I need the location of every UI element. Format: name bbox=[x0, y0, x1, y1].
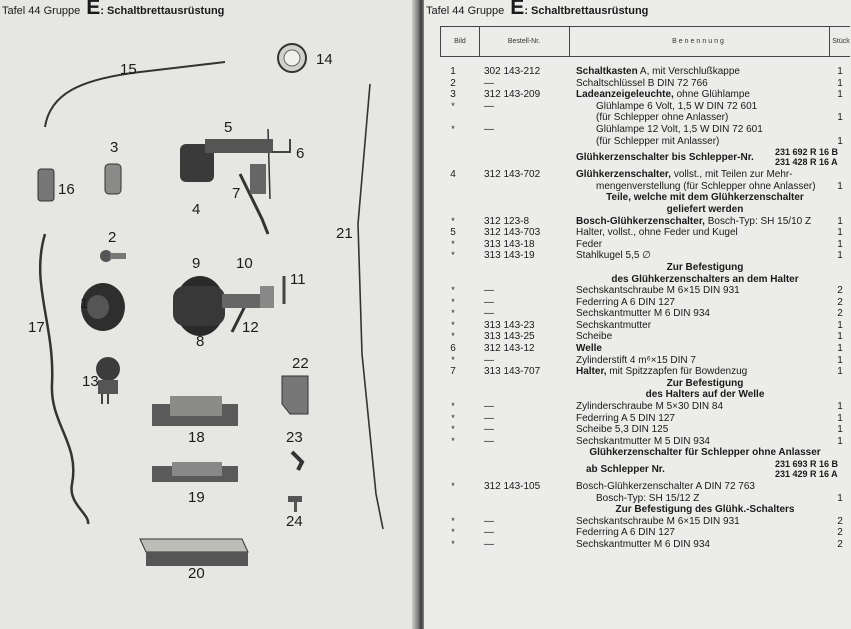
row-designation-text: Bosch-Typ: SH 15/10 Z bbox=[704, 215, 812, 227]
row-order-number: 312 143-702 bbox=[484, 169, 541, 181]
part-22-bracket bbox=[282, 376, 308, 414]
row-quantity: 1 bbox=[837, 250, 843, 262]
row-bild: * bbox=[451, 238, 455, 249]
row-designation-text: Stahlkugel 5,5 ∅ bbox=[576, 250, 651, 262]
row-order-number: — bbox=[484, 401, 494, 413]
table-row bbox=[440, 539, 850, 551]
row-order-number: 313 143-25 bbox=[484, 331, 535, 343]
row-order-number: — bbox=[484, 296, 494, 308]
row-order-number: 313 143-707 bbox=[484, 366, 541, 378]
col-header-stueck: Stück bbox=[832, 38, 850, 45]
row-bild: * bbox=[451, 319, 455, 330]
page-header-left bbox=[2, 2, 224, 17]
row-designation-text: (für Schlepper mit Anlasser) bbox=[596, 135, 720, 147]
table-row bbox=[440, 239, 850, 251]
part-17-pipe bbox=[40, 234, 88, 524]
row-designation-text: Feder bbox=[576, 238, 603, 250]
fig-number-22: 22 bbox=[292, 355, 309, 372]
section-heading: Teile, welche mit dem Glühkerzenschalter bbox=[606, 192, 804, 204]
gruppe-label: Gruppe bbox=[43, 5, 81, 17]
fig-number-19: 19 bbox=[188, 489, 205, 506]
row-designation bbox=[576, 320, 651, 332]
row-designation bbox=[596, 181, 816, 193]
part-18-terminal-strip bbox=[152, 396, 238, 426]
left-page bbox=[0, 0, 418, 629]
row-quantity: 2 bbox=[837, 515, 843, 527]
row-quantity: 1 bbox=[837, 112, 843, 124]
row-designation-text: Bosch-Glühkerzenschalter A DIN 72 763 bbox=[576, 481, 755, 492]
table-row bbox=[440, 124, 850, 136]
row-designation-text: Sechskantmutter M 6 DIN 934 bbox=[576, 538, 710, 550]
row-order-number: — bbox=[484, 285, 494, 297]
part-8-glowplug-switch bbox=[173, 276, 284, 336]
serial-number: 231 428 R 16 A bbox=[774, 157, 838, 168]
row-designation-text: Scheibe 5,3 DIN 125 bbox=[576, 424, 669, 436]
serial-number-range bbox=[775, 459, 838, 479]
fig-number-6: 6 bbox=[296, 145, 305, 162]
row-designation bbox=[596, 112, 728, 124]
row-bild: * bbox=[451, 481, 455, 491]
row-bild: * bbox=[451, 527, 455, 538]
row-quantity: 1 bbox=[837, 492, 843, 504]
col-header-bestell: Bestell-Nr. bbox=[479, 27, 570, 56]
row-designation-bold: Glühkerzenschalter, bbox=[576, 169, 672, 181]
table-row bbox=[440, 366, 850, 378]
header-title: : Schaltbrettausrüstung bbox=[100, 5, 225, 17]
row-quantity: 1 bbox=[837, 401, 843, 413]
row-bild: * bbox=[451, 285, 455, 296]
table-row bbox=[440, 343, 850, 355]
row-order-number: — bbox=[484, 538, 494, 550]
row-bild: * bbox=[451, 401, 455, 412]
row-quantity: 1 bbox=[837, 89, 843, 101]
row-quantity: 2 bbox=[837, 308, 843, 320]
row-designation bbox=[576, 516, 740, 528]
row-designation-text: Schaltschlüssel B DIN 72 766 bbox=[576, 77, 708, 89]
table-row bbox=[440, 355, 850, 367]
table-row bbox=[440, 204, 850, 216]
row-designation bbox=[596, 136, 719, 148]
fig-number-1: 1 bbox=[80, 295, 89, 312]
row-designation-text: Bosch-Typ: SH 15/12 Z bbox=[596, 492, 700, 504]
row-designation-text: Halter, vollst., ohne Feder und Kugel bbox=[576, 227, 738, 239]
serial-number-range bbox=[775, 147, 838, 167]
table-row bbox=[440, 274, 850, 286]
row-quantity: 1 bbox=[837, 319, 843, 331]
row-designation bbox=[596, 124, 763, 136]
row-bild: * bbox=[451, 331, 455, 342]
row-quantity: 2 bbox=[837, 527, 843, 539]
section-heading: Glühkerzenschalter für Schlepper ohne Anlasser bbox=[589, 447, 821, 459]
row-designation bbox=[576, 401, 723, 413]
section-heading: des Glühkerzenschalters an dem Halter bbox=[611, 273, 799, 285]
row-designation bbox=[576, 424, 668, 436]
row-quantity: 1 bbox=[837, 435, 843, 447]
row-designation-text: Federring A 5 DIN 127 bbox=[576, 412, 675, 424]
table-row bbox=[440, 413, 850, 425]
row-designation bbox=[576, 366, 747, 378]
table-row bbox=[440, 227, 850, 239]
table-row bbox=[440, 424, 850, 436]
row-order-number: — bbox=[484, 77, 494, 89]
row-designation-bold: Welle bbox=[576, 343, 602, 355]
row-designation bbox=[576, 66, 740, 78]
row-quantity: 1 bbox=[837, 66, 843, 77]
part-24-pin bbox=[288, 496, 302, 512]
row-quantity: 1 bbox=[837, 135, 843, 147]
row-bild: * bbox=[451, 538, 455, 549]
row-order-number: 302 143-212 bbox=[484, 66, 541, 77]
fig-number-16: 16 bbox=[58, 181, 75, 198]
row-designation bbox=[576, 297, 675, 309]
row-designation bbox=[596, 493, 699, 505]
row-order-number: 312 123-8 bbox=[484, 215, 530, 227]
row-bild: * bbox=[451, 123, 455, 134]
table-row bbox=[440, 136, 850, 148]
row-bild: * bbox=[451, 435, 455, 446]
table-row bbox=[440, 78, 850, 90]
row-designation bbox=[576, 227, 738, 239]
row-quantity: 1 bbox=[837, 215, 843, 227]
table-row bbox=[440, 66, 850, 78]
row-bild: 4 bbox=[450, 169, 456, 181]
table-row bbox=[440, 459, 850, 481]
row-designation bbox=[576, 436, 710, 448]
table-row bbox=[440, 493, 850, 505]
table-row bbox=[440, 389, 850, 401]
table-row bbox=[440, 297, 850, 309]
row-bild: * bbox=[451, 215, 455, 226]
fig-number-24: 24 bbox=[286, 513, 303, 530]
row-designation bbox=[576, 216, 811, 228]
table-header bbox=[440, 26, 850, 57]
right-page bbox=[424, 0, 851, 629]
row-designation-text: A, mit Verschlußkappe bbox=[637, 66, 740, 77]
fig-number-18: 18 bbox=[188, 429, 205, 446]
row-order-number: 312 143-105 bbox=[484, 481, 541, 492]
row-order-number: — bbox=[484, 123, 494, 135]
col-header-bild: Bild bbox=[441, 27, 480, 56]
row-designation-text: Sechskantschraube M 6×15 DIN 931 bbox=[576, 285, 740, 297]
row-designation bbox=[576, 78, 708, 90]
fig-number-4: 4 bbox=[192, 201, 201, 218]
row-designation-text: mit Spitzzapfen für Bowdenzug bbox=[606, 366, 748, 378]
part-23-clip bbox=[292, 452, 302, 470]
row-order-number: 313 143-23 bbox=[484, 319, 535, 331]
section-heading: Zur Befestigung des Glühk.-Schalters bbox=[615, 504, 795, 516]
page-header-right bbox=[426, 2, 648, 17]
row-bild: * bbox=[451, 296, 455, 307]
parts-table bbox=[440, 26, 850, 550]
row-quantity: 1 bbox=[837, 331, 843, 343]
row-designation bbox=[596, 101, 757, 113]
fig-number-13: 13 bbox=[82, 373, 99, 390]
table-body bbox=[440, 66, 850, 551]
row-designation-bold: Ladeanzeigeleuchte, bbox=[576, 89, 674, 101]
row-order-number: 312 143-12 bbox=[484, 343, 535, 355]
gruppe-letter: E bbox=[86, 0, 101, 19]
row-order-number: 313 143-19 bbox=[484, 250, 535, 262]
row-order-number: — bbox=[484, 527, 494, 539]
table-row bbox=[440, 181, 850, 193]
part-19-terminal-strip bbox=[152, 462, 238, 482]
table-row bbox=[440, 192, 850, 204]
tafel-label: Tafel 44 bbox=[2, 5, 41, 17]
row-order-number: — bbox=[484, 308, 494, 320]
row-designation-bold: Bosch-Glühkerzenschalter, bbox=[576, 215, 705, 227]
row-designation bbox=[576, 250, 651, 262]
row-designation bbox=[576, 308, 710, 320]
row-quantity: 2 bbox=[837, 538, 843, 550]
row-bild: 2 bbox=[450, 77, 456, 89]
section-heading: Zur Befestigung bbox=[666, 261, 744, 273]
header-title: : Schaltbrettausrüstung bbox=[524, 5, 649, 17]
fig-number-3: 3 bbox=[110, 139, 119, 156]
row-quantity: 1 bbox=[837, 227, 843, 239]
part-16-connector bbox=[38, 169, 54, 201]
row-bild: * bbox=[451, 412, 455, 423]
row-bild: 1 bbox=[450, 66, 456, 77]
fig-number-17: 17 bbox=[28, 319, 45, 336]
table-row bbox=[440, 101, 850, 113]
table-row bbox=[440, 250, 850, 262]
row-designation bbox=[576, 285, 740, 297]
row-order-number: 312 143-703 bbox=[484, 227, 541, 239]
serial-number: 231 692 R 16 B bbox=[774, 147, 838, 158]
fig-number-11: 11 bbox=[290, 271, 306, 288]
parts-illustration bbox=[0, 24, 418, 629]
row-designation-text: Sechskantmutter bbox=[576, 319, 652, 331]
row-designation-text: Glühlampe 12 Volt, 1,5 W DIN 72 601 bbox=[596, 123, 763, 135]
table-row bbox=[440, 112, 850, 124]
row-designation-text: Federring A 6 DIN 127 bbox=[576, 296, 675, 308]
table-row bbox=[440, 527, 850, 539]
row-designation bbox=[576, 481, 755, 493]
fig-number-12: 12 bbox=[242, 319, 259, 336]
row-order-number: 312 143-209 bbox=[484, 89, 541, 101]
table-row bbox=[440, 447, 850, 459]
gruppe-label: Gruppe bbox=[467, 5, 505, 17]
table-row bbox=[440, 262, 850, 274]
fig-number-15: 15 bbox=[120, 61, 137, 78]
row-bild: * bbox=[451, 250, 455, 261]
row-order-number: — bbox=[484, 435, 494, 447]
fig-number-14: 14 bbox=[316, 51, 333, 68]
row-quantity: 1 bbox=[837, 180, 843, 192]
section-heading: geliefert werden bbox=[666, 203, 744, 215]
fig-number-5: 5 bbox=[224, 119, 233, 136]
row-designation-text: Sechskantmutter M 5 DIN 934 bbox=[576, 435, 710, 447]
table-row bbox=[440, 504, 850, 516]
row-designation-bold: Halter, bbox=[576, 366, 607, 378]
table-row bbox=[440, 147, 850, 169]
row-bild: * bbox=[451, 515, 455, 526]
row-designation bbox=[576, 331, 612, 343]
fig-number-2: 2 bbox=[108, 229, 117, 246]
parts-drawing bbox=[0, 24, 418, 629]
row-designation-text: Zylinderstift 4 m⁶×15 DIN 7 bbox=[576, 354, 696, 366]
row-designation-text: (für Schlepper ohne Anlasser) bbox=[596, 112, 729, 124]
row-quantity: 2 bbox=[837, 296, 843, 308]
fig-number-9: 9 bbox=[192, 255, 201, 272]
tafel-label: Tafel 44 bbox=[426, 5, 465, 17]
row-designation bbox=[576, 413, 675, 425]
serial-number: 231 429 R 16 A bbox=[774, 469, 838, 479]
table-row bbox=[440, 89, 850, 101]
table-row bbox=[440, 436, 850, 448]
table-row bbox=[440, 516, 850, 528]
row-order-number: — bbox=[484, 515, 494, 527]
fig-number-23: 23 bbox=[286, 429, 303, 446]
part-21-cable bbox=[358, 84, 383, 529]
table-row bbox=[440, 308, 850, 320]
fig-number-20: 20 bbox=[188, 565, 205, 582]
row-designation: ab Schlepper Nr. bbox=[586, 464, 665, 475]
row-designation-text: mengenverstellung (für Schlepper ohne Anlasser) bbox=[596, 180, 816, 192]
serial-number: 231 693 R 16 B bbox=[774, 459, 838, 469]
gruppe-letter: E bbox=[510, 0, 525, 19]
col-header-benennung: Benennung bbox=[569, 27, 830, 56]
row-bild: * bbox=[451, 424, 455, 435]
row-order-number: 313 143-18 bbox=[484, 238, 535, 250]
part-20-connector-block bbox=[140, 539, 248, 566]
row-quantity: 1 bbox=[837, 343, 843, 355]
row-designation-text: Glühlampe 6 Volt, 1,5 W DIN 72 601 bbox=[596, 100, 758, 112]
fig-number-21: 21 bbox=[336, 225, 353, 242]
row-quantity: 1 bbox=[837, 354, 843, 366]
row-bild: 6 bbox=[450, 343, 456, 355]
table-row bbox=[440, 481, 850, 493]
table-row bbox=[440, 285, 850, 297]
row-designation bbox=[576, 89, 750, 101]
row-designation bbox=[576, 169, 793, 181]
row-designation bbox=[576, 539, 710, 551]
row-quantity: 2 bbox=[837, 285, 843, 297]
section-heading: des Halters auf der Welle bbox=[645, 389, 765, 401]
row-bild: 3 bbox=[450, 89, 456, 101]
fig-number-8: 8 bbox=[196, 333, 205, 350]
table-row bbox=[440, 320, 850, 332]
row-designation-text: vollst., mit Teilen zur Mehr- bbox=[671, 169, 793, 181]
row-order-number: — bbox=[484, 424, 494, 436]
table-row bbox=[440, 331, 850, 343]
row-bild: 7 bbox=[450, 366, 456, 378]
row-bild: * bbox=[451, 100, 455, 111]
row-quantity: 1 bbox=[837, 77, 843, 89]
part-3-lamp bbox=[105, 164, 121, 194]
part-2-key bbox=[100, 250, 126, 262]
row-designation bbox=[576, 355, 696, 367]
table-row bbox=[440, 401, 850, 413]
row-designation-text: ohne Glühlampe bbox=[673, 89, 750, 101]
row-quantity: 1 bbox=[837, 366, 843, 378]
row-quantity: 1 bbox=[837, 424, 843, 436]
part-13-lamp bbox=[96, 357, 120, 404]
row-designation-text: Sechskantmutter M 6 DIN 934 bbox=[576, 308, 710, 320]
row-bild: 5 bbox=[450, 227, 456, 239]
row-bild: * bbox=[451, 354, 455, 365]
row-bild: * bbox=[451, 308, 455, 319]
table-row bbox=[440, 378, 850, 390]
row-designation-text: Federring A 6 DIN 127 bbox=[576, 527, 675, 539]
row-designation: Glühkerzenschalter bis Schlepper-Nr. bbox=[576, 152, 754, 164]
row-quantity: 1 bbox=[837, 412, 843, 424]
row-designation bbox=[576, 239, 602, 251]
row-designation-text: Zylinderschraube M 5×30 DIN 84 bbox=[576, 401, 724, 413]
row-order-number: — bbox=[484, 354, 494, 366]
row-order-number: — bbox=[484, 100, 494, 112]
table-row bbox=[440, 216, 850, 228]
row-order-number: — bbox=[484, 412, 494, 424]
fig-number-7: 7 bbox=[232, 185, 241, 202]
table-row bbox=[440, 169, 850, 181]
row-quantity: 1 bbox=[837, 238, 843, 250]
fig-number-10: 10 bbox=[236, 255, 253, 272]
row-designation bbox=[576, 343, 602, 355]
row-designation bbox=[576, 527, 675, 539]
row-designation-bold: Schaltkasten bbox=[576, 66, 638, 77]
row-designation-text: Scheibe bbox=[576, 331, 613, 343]
section-heading: Zur Befestigung bbox=[666, 377, 744, 389]
row-designation-text: Sechskantschraube M 6×15 DIN 931 bbox=[576, 515, 740, 527]
